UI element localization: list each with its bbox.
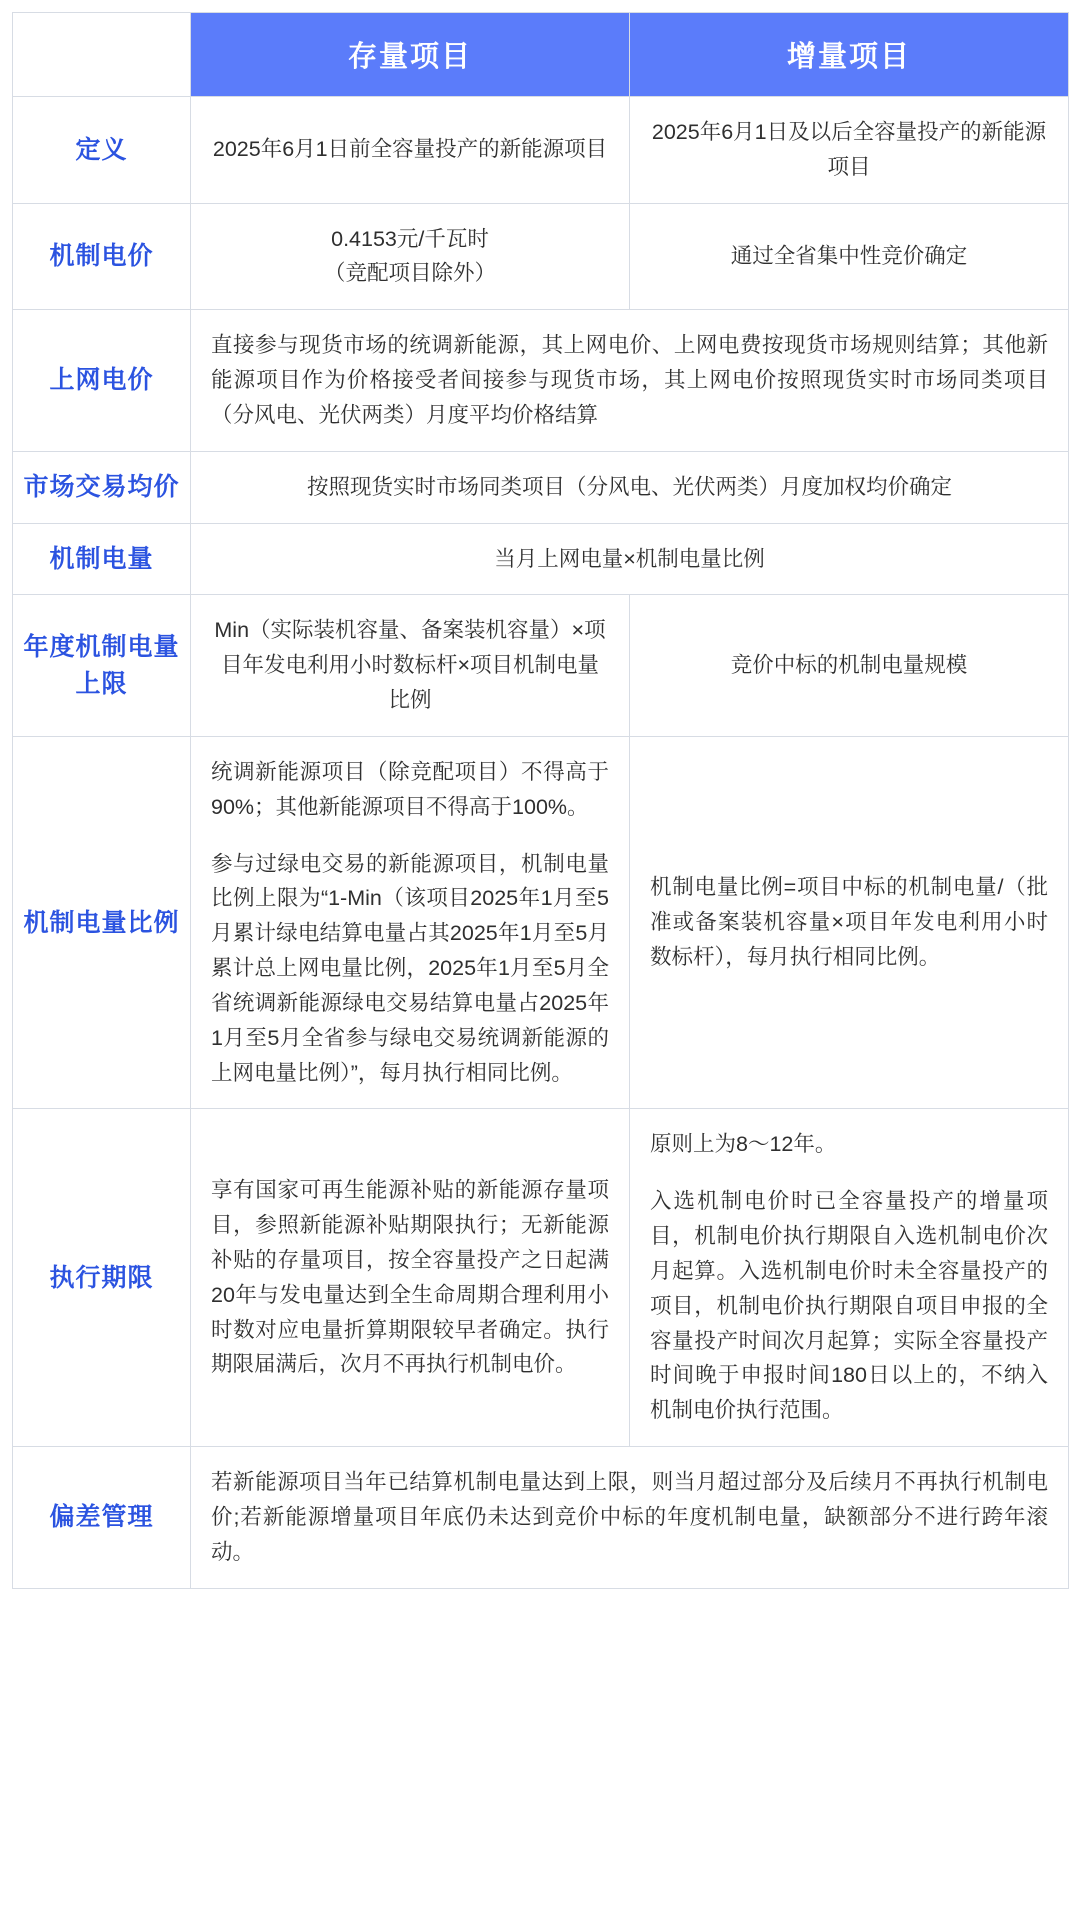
table-row bbox=[13, 523, 1069, 595]
table-body bbox=[13, 97, 1069, 1589]
header-corner-cell bbox=[13, 13, 191, 97]
table-row bbox=[13, 203, 1069, 310]
volume-ratio-paragraph-1: 统调新能源项目（除竞配项目）不得高于90%；其他新能源项目不得高于100%。 bbox=[211, 759, 609, 819]
row-label-execution-term: 执行期限 bbox=[13, 1109, 191, 1447]
mechanism-price-line-2: （竞配项目除外） bbox=[323, 261, 496, 286]
comparison-table bbox=[12, 12, 1069, 1589]
volume-ratio-paragraph-2: 参与过绿电交易的新能源项目，机制电量比例上限为“1-Min（该项目2025年1月至5月累计绿电结算电量占其2025年1月至5月累计总上网电量比例，2025年1月至5月全省统调新能源绿电交易结算电量占2025年1月至5月全省参与绿电交易统调新能源的上网电量比例）”，每月执行相同比例。 bbox=[211, 851, 609, 1085]
table-row bbox=[13, 1447, 1069, 1588]
table-row bbox=[13, 451, 1069, 523]
row-label-definition: 定义 bbox=[13, 97, 191, 204]
table-row bbox=[13, 736, 1069, 1108]
execution-term-paragraph-2: 入选机制电价时已全容量投产的增量项目，机制电价执行期限自入选机制电价次月起算。入选机制电价时未全容量投产的项目，机制电价执行期限自项目申报的全容量投产时间次月起算；实际全容量投产时间晚于申报时间180日以上的，不纳入机制电价执行范围。 bbox=[650, 1189, 1048, 1423]
cell-volume-ratio-incremental: 机制电量比例=项目中标的机制电量/（批准或备案装机容量×项目年发电利用小时数标杆），每月执行相同比例。 bbox=[630, 736, 1069, 1108]
table-row bbox=[13, 595, 1069, 736]
cell-mechanism-price-existing bbox=[191, 203, 630, 310]
cell-annual-volume-cap-existing: Min（实际装机容量、备案装机容量）×项目年发电利用小时数标杆×项目机制电量比例 bbox=[191, 595, 630, 736]
row-label-grid-price: 上网电价 bbox=[13, 310, 191, 451]
row-label-volume-ratio: 机制电量比例 bbox=[13, 736, 191, 1108]
cell-execution-term-incremental bbox=[630, 1109, 1069, 1447]
cell-execution-term-existing: 享有国家可再生能源补贴的新能源存量项目，参照新能源补贴期限执行；无新能源补贴的存量项目，按全容量投产之日起满20年与发电量达到全生命周期合理利用小时数对应电量折算期限较早者确定。执行期限届满后，次月不再执行机制电价。 bbox=[191, 1109, 630, 1447]
header-existing-projects: 存量项目 bbox=[191, 13, 630, 97]
cell-deviation-management-merged: 若新能源项目当年已结算机制电量达到上限，则当月超过部分及后续月不再执行机制电价;若新能源增量项目年底仍未达到竞价中标的年度机制电量，缺额部分不进行跨年滚动。 bbox=[191, 1447, 1069, 1588]
table-row bbox=[13, 310, 1069, 451]
execution-term-paragraph-1: 原则上为8～12年。 bbox=[650, 1132, 837, 1157]
row-label-mechanism-price: 机制电价 bbox=[13, 203, 191, 310]
header-incremental-projects: 增量项目 bbox=[630, 13, 1069, 97]
cell-definition-incremental: 2025年6月1日及以后全容量投产的新能源项目 bbox=[630, 97, 1069, 204]
cell-annual-volume-cap-incremental: 竞价中标的机制电量规模 bbox=[630, 595, 1069, 736]
table-row bbox=[13, 1109, 1069, 1447]
table-header bbox=[13, 13, 1069, 97]
mechanism-price-line-1: 0.4153元/千瓦时 bbox=[331, 226, 489, 251]
cell-grid-price-merged: 直接参与现货市场的统调新能源，其上网电价、上网电费按现货市场规则结算；其他新能源项目作为价格接受者间接参与现货市场，其上网电价按照现货实时市场同类项目（分风电、光伏两类）月度平均价格结算 bbox=[191, 310, 1069, 451]
row-label-market-average-price: 市场交易均价 bbox=[13, 451, 191, 523]
cell-definition-existing: 2025年6月1日前全容量投产的新能源项目 bbox=[191, 97, 630, 204]
row-label-mechanism-volume: 机制电量 bbox=[13, 523, 191, 595]
table-row bbox=[13, 97, 1069, 204]
cell-mechanism-volume-merged: 当月上网电量×机制电量比例 bbox=[191, 523, 1069, 595]
cell-volume-ratio-existing bbox=[191, 736, 630, 1108]
cell-mechanism-price-incremental: 通过全省集中性竞价确定 bbox=[630, 203, 1069, 310]
row-label-annual-volume-cap: 年度机制电量上限 bbox=[13, 595, 191, 736]
cell-market-average-price-merged: 按照现货实时市场同类项目（分风电、光伏两类）月度加权均价确定 bbox=[191, 451, 1069, 523]
row-label-deviation-management: 偏差管理 bbox=[13, 1447, 191, 1588]
header-row bbox=[13, 13, 1069, 97]
